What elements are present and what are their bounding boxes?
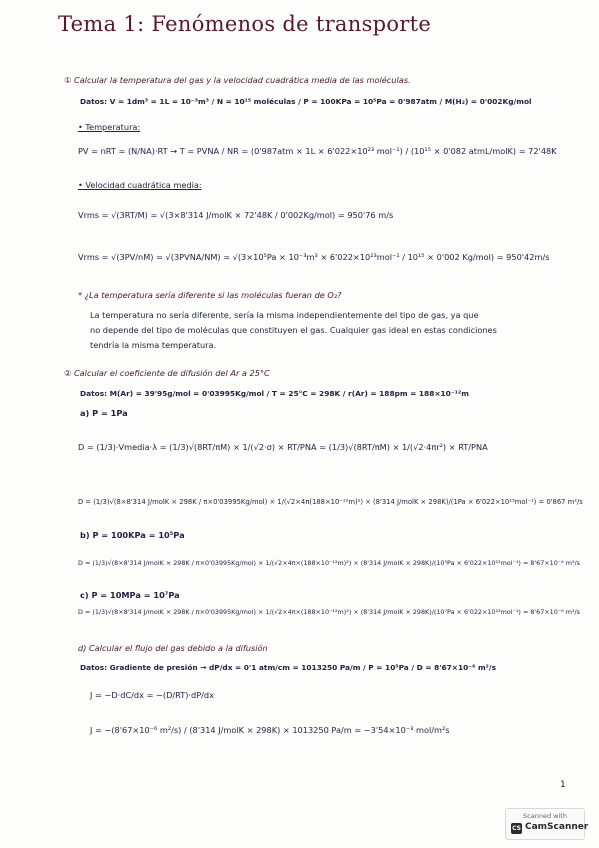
note-line: Vrms = √(3PV/nM) = √(3PVNA/NM) = √(3×10⁵Pa × 10⁻³m³ × 6'022×10²³mol⁻¹ / 10¹⁵ × 0'002 Kg/mol) = 950'42m/s <box>78 252 550 262</box>
note-line: * ¿La temperatura sería diferente si las moléculas fueran de O₂? <box>78 290 342 300</box>
note-line: D = (1/3)√(8×8'314 J/molK × 298K / π×0'03995Kg/mol) × 1/(√2×4π(188×10⁻¹²m)²) × (8'314 J/molK × 298K)/(1Pa × 6'022×10²³mol⁻¹) = 0'867 m²/s <box>78 498 583 506</box>
note-line: D = (1/3)·Vmedia·λ = (1/3)√(8RT/πM) × 1/(√2·σ) × RT/PNA = (1/3)√(8RT/πM) × 1/(√2·4πr²) × RT/PNA <box>78 442 488 452</box>
note-line: Datos: V = 1dm³ = 1L = 10⁻³m³ / N = 10¹⁵ moléculas / P = 100KPa = 10⁵Pa = 0'987atm / M(H₂) = 0'002Kg/mol <box>80 97 532 106</box>
page-title: Tema 1: Fenómenos de transporte <box>58 12 432 36</box>
note-line: D = (1/3)√(8×8'314 J/molK × 298K / π×0'03995Kg/mol) × 1/(√2×4π×(188×10⁻¹²m)²) × (8'314 J/molK × 298K)/(10⁷Pa × 6'022×10²³mol⁻¹) = 8'67×10⁻⁸ m²/s <box>78 608 581 616</box>
note-line: Vrms = √(3RT/M) = √(3×8'314 J/molK × 72'48K / 0'002Kg/mol) = 950'76 m/s <box>78 210 394 220</box>
note-line: Datos: M(Ar) = 39'95g/mol = 0'03995Kg/mol / T = 25°C = 298K / r(Ar) = 188pm = 188×10⁻¹²m <box>80 389 469 398</box>
note-line: tendría la misma temperatura. <box>90 340 217 350</box>
note-line: • Temperatura: <box>78 122 141 132</box>
note-line: La temperatura no sería diferente, sería la misma independientemente del tipo de gas, ya que <box>90 310 479 320</box>
note-line: D = (1/3)√(8×8'314 J/molK × 298K / π×0'03995Kg/mol) × 1/(√2×4π×(188×10⁻¹²m)²) × (8'314 J/molK × 298K)/(10⁵Pa × 6'022×10²³mol⁻¹) = 8'67×10⁻⁶ m²/s <box>78 559 581 567</box>
note-line: ② Calcular el coeficiente de difusión del Ar a 25°C <box>64 368 270 378</box>
note-line: • Velocidad cuadrática media: <box>78 180 202 190</box>
note-line: d) Calcular el flujo del gas debido a la difusión <box>78 643 268 653</box>
page-number: 1 <box>560 780 566 790</box>
note-line: no depende del tipo de moléculas que constituyen el gas. Cualquier gas ideal en estas condiciones <box>90 325 497 335</box>
note-line: c) P = 10MPa = 10⁷Pa <box>80 590 180 600</box>
camscanner-name: CamScanner <box>525 822 589 832</box>
note-line: PV = nRT = (N/NA)·RT → T = PVNA / NR = (0'987atm × 1L × 6'022×10²³ mol⁻¹) / (10¹⁵ × 0'082 atmL/molK) = 72'48K <box>78 146 557 156</box>
note-line: b) P = 100KPa = 10⁵Pa <box>80 530 185 540</box>
note-line: a) P = 1Pa <box>80 408 128 418</box>
note-line: J = −D·dC/dx = −(D/RT)·dP/dx <box>90 690 214 700</box>
camscanner-watermark <box>505 808 589 840</box>
scanned-with-label: Scanned with <box>523 812 567 820</box>
note-line: Datos: Gradiente de presión → dP/dx = 0'1 atm/cm = 1013250 Pa/m / P = 10⁵Pa / D = 8'67×10⁻⁶ m²/s <box>80 663 497 672</box>
note-line: J = −(8'67×10⁻⁶ m²/s) / (8'314 J/molK × 298K) × 1013250 Pa/m = −3'54×10⁻³ mol/m²s <box>90 725 450 735</box>
camscanner-logo-icon: CS <box>512 825 521 832</box>
note-line: ① Calcular la temperatura del gas y la velocidad cuadrática media de las moléculas. <box>64 75 411 85</box>
